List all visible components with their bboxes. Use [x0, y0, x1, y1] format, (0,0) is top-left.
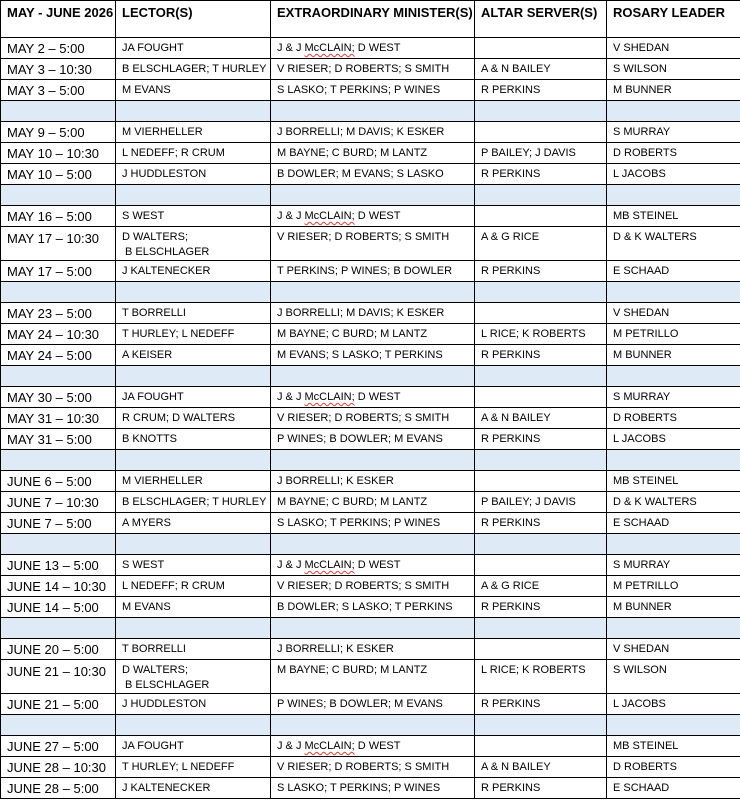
- lector-cell: T BORRELLI: [116, 303, 271, 324]
- rosary-leader-cell: L JACOBS: [607, 164, 740, 185]
- rosary-leader-cell: D ROBERTS: [607, 408, 740, 429]
- altar-server-cell: A & G RICE: [475, 227, 607, 261]
- schedule-row: [1, 324, 740, 345]
- minister-cell: [271, 736, 475, 757]
- date-cell: JUNE 7 – 5:00: [1, 513, 116, 534]
- schedule-row: [1, 757, 740, 778]
- date-cell: JUNE 20 – 5:00: [1, 639, 116, 660]
- date-cell: JUNE 13 – 5:00: [1, 555, 116, 576]
- separator-cell: [116, 101, 271, 122]
- altar-server-cell: [475, 387, 607, 408]
- separator-cell: [116, 282, 271, 303]
- minister-name-spellcheck: McCLAIN;: [304, 559, 355, 571]
- rosary-leader-cell: D & K WALTERS: [607, 492, 740, 513]
- separator-cell: [607, 534, 740, 555]
- minister-cell: S LASKO; T PERKINS; P WINES: [271, 778, 475, 799]
- schedule-row: [1, 408, 740, 429]
- minister-cell: S LASKO; T PERKINS; P WINES: [271, 80, 475, 101]
- altar-server-cell: R PERKINS: [475, 261, 607, 282]
- rosary-leader-cell: L JACOBS: [607, 694, 740, 715]
- altar-server-cell: L RICE; K ROBERTS: [475, 660, 607, 694]
- separator-cell: [1, 618, 116, 639]
- date-cell: MAY 23 – 5:00: [1, 303, 116, 324]
- date-cell: MAY 16 – 5:00: [1, 206, 116, 227]
- separator-cell: [607, 366, 740, 387]
- header-lectors: LECTOR(S): [116, 1, 271, 38]
- separator-cell: [1, 366, 116, 387]
- lector-line: B ELSCHLAGER: [125, 679, 210, 691]
- date-cell: JUNE 27 – 5:00: [1, 736, 116, 757]
- schedule-row: [1, 164, 740, 185]
- schedule-row: [1, 513, 740, 534]
- date-cell: MAY 30 – 5:00: [1, 387, 116, 408]
- date-cell: MAY 9 – 5:00: [1, 122, 116, 143]
- minister-cell: M BAYNE; C BURD; M LANTZ: [271, 660, 475, 694]
- minister-text: J & J: [277, 42, 305, 54]
- separator-cell: [271, 618, 475, 639]
- schedule-row: [1, 122, 740, 143]
- separator-cell: [1, 715, 116, 736]
- altar-server-cell: A & N BAILEY: [475, 59, 607, 80]
- date-cell: JUNE 7 – 10:30: [1, 492, 116, 513]
- rosary-leader-cell: S MURRAY: [607, 387, 740, 408]
- minister-text: D WEST: [354, 391, 401, 403]
- lector-cell: R CRUM; D WALTERS: [116, 408, 271, 429]
- lector-cell: L NEDEFF; R CRUM: [116, 143, 271, 164]
- minister-text: J & J: [277, 391, 305, 403]
- altar-server-cell: R PERKINS: [475, 80, 607, 101]
- minister-text: J & J: [277, 740, 305, 752]
- schedule-row: [1, 778, 740, 799]
- rosary-leader-cell: V SHEDAN: [607, 639, 740, 660]
- altar-server-cell: [475, 555, 607, 576]
- schedule-row: [1, 206, 740, 227]
- minister-cell: V RIESER; D ROBERTS; S SMITH: [271, 757, 475, 778]
- altar-server-cell: L RICE; K ROBERTS: [475, 324, 607, 345]
- separator-cell: [475, 366, 607, 387]
- header-altar-servers: ALTAR SERVER(S): [475, 1, 607, 38]
- header-date: MAY - JUNE 2026: [1, 1, 116, 38]
- lector-cell: M EVANS: [116, 80, 271, 101]
- minister-cell: B DOWLER; S LASKO; T PERKINS: [271, 597, 475, 618]
- lector-cell: J HUDDLESTON: [116, 694, 271, 715]
- separator-row: [1, 101, 740, 122]
- minister-cell: J BORRELLI; K ESKER: [271, 639, 475, 660]
- separator-cell: [475, 618, 607, 639]
- schedule-row: [1, 639, 740, 660]
- lector-cell: M VIERHELLER: [116, 471, 271, 492]
- altar-server-cell: [475, 122, 607, 143]
- separator-cell: [607, 282, 740, 303]
- separator-cell: [116, 618, 271, 639]
- lector-cell: M VIERHELLER: [116, 122, 271, 143]
- altar-server-cell: [475, 206, 607, 227]
- separator-cell: [271, 450, 475, 471]
- minister-cell: T PERKINS; P WINES; B DOWLER: [271, 261, 475, 282]
- altar-server-cell: R PERKINS: [475, 597, 607, 618]
- rosary-leader-cell: M PETRILLO: [607, 576, 740, 597]
- rosary-leader-cell: MB STEINEL: [607, 206, 740, 227]
- separator-cell: [271, 282, 475, 303]
- date-cell: MAY 24 – 5:00: [1, 345, 116, 366]
- minister-cell: S LASKO; T PERKINS; P WINES: [271, 513, 475, 534]
- schedule-row: [1, 143, 740, 164]
- schedule-row: [1, 555, 740, 576]
- minister-name-spellcheck: McCLAIN;: [304, 42, 355, 54]
- separator-row: [1, 450, 740, 471]
- separator-cell: [271, 185, 475, 206]
- header-ministers: EXTRAORDINARY MINISTER(S): [271, 1, 475, 38]
- separator-cell: [1, 282, 116, 303]
- schedule-body: [1, 38, 740, 799]
- separator-cell: [607, 101, 740, 122]
- altar-server-cell: R PERKINS: [475, 345, 607, 366]
- altar-server-cell: [475, 303, 607, 324]
- date-cell: MAY 31 – 10:30: [1, 408, 116, 429]
- separator-cell: [1, 450, 116, 471]
- date-cell: MAY 2 – 5:00: [1, 38, 116, 59]
- rosary-leader-cell: M BUNNER: [607, 80, 740, 101]
- rosary-leader-cell: E SCHAAD: [607, 778, 740, 799]
- separator-row: [1, 282, 740, 303]
- rosary-leader-cell: D ROBERTS: [607, 757, 740, 778]
- schedule-row: [1, 660, 740, 694]
- rosary-leader-cell: D & K WALTERS: [607, 227, 740, 261]
- altar-server-cell: R PERKINS: [475, 694, 607, 715]
- lector-cell: [116, 660, 271, 694]
- date-cell: MAY 10 – 10:30: [1, 143, 116, 164]
- lector-cell: S WEST: [116, 555, 271, 576]
- separator-cell: [607, 185, 740, 206]
- altar-server-cell: R PERKINS: [475, 429, 607, 450]
- rosary-leader-cell: MB STEINEL: [607, 736, 740, 757]
- minister-text: D WEST: [354, 740, 401, 752]
- minister-text: D WEST: [354, 559, 401, 571]
- rosary-leader-cell: D ROBERTS: [607, 143, 740, 164]
- lector-line: B ELSCHLAGER: [125, 246, 210, 258]
- rosary-leader-cell: E SCHAAD: [607, 261, 740, 282]
- schedule-row: [1, 38, 740, 59]
- lector-cell: S WEST: [116, 206, 271, 227]
- header-row: [1, 1, 740, 38]
- date-cell: MAY 17 – 5:00: [1, 261, 116, 282]
- minister-name-spellcheck: McCLAIN;: [304, 210, 355, 222]
- minister-cell: M BAYNE; C BURD; M LANTZ: [271, 492, 475, 513]
- separator-cell: [271, 101, 475, 122]
- rosary-leader-cell: M PETRILLO: [607, 324, 740, 345]
- separator-cell: [116, 450, 271, 471]
- altar-server-cell: R PERKINS: [475, 778, 607, 799]
- lector-cell: B ELSCHLAGER; T HURLEY: [116, 492, 271, 513]
- header-rosary-leader: ROSARY LEADER: [607, 1, 740, 38]
- altar-server-cell: [475, 471, 607, 492]
- separator-cell: [271, 366, 475, 387]
- schedule-row: [1, 576, 740, 597]
- lector-cell: J KALTENECKER: [116, 261, 271, 282]
- date-cell: JUNE 14 – 5:00: [1, 597, 116, 618]
- date-cell: MAY 10 – 5:00: [1, 164, 116, 185]
- rosary-leader-cell: MB STEINEL: [607, 471, 740, 492]
- lector-cell: B KNOTTS: [116, 429, 271, 450]
- minister-cell: P WINES; B DOWLER; M EVANS: [271, 694, 475, 715]
- separator-cell: [475, 101, 607, 122]
- schedule-row: [1, 227, 740, 261]
- separator-cell: [607, 618, 740, 639]
- altar-server-cell: P BAILEY; J DAVIS: [475, 143, 607, 164]
- rosary-leader-cell: E SCHAAD: [607, 513, 740, 534]
- lector-cell: J HUDDLESTON: [116, 164, 271, 185]
- date-cell: MAY 3 – 5:00: [1, 80, 116, 101]
- rosary-leader-cell: L JACOBS: [607, 429, 740, 450]
- separator-cell: [475, 534, 607, 555]
- schedule-row: [1, 492, 740, 513]
- minister-cell: [271, 38, 475, 59]
- lector-cell: T BORRELLI: [116, 639, 271, 660]
- separator-cell: [475, 185, 607, 206]
- minister-cell: J BORRELLI; M DAVIS; K ESKER: [271, 122, 475, 143]
- schedule-row: [1, 597, 740, 618]
- minister-cell: M BAYNE; C BURD; M LANTZ: [271, 143, 475, 164]
- separator-cell: [271, 715, 475, 736]
- altar-server-cell: R PERKINS: [475, 513, 607, 534]
- lector-line: D WALTERS;: [122, 664, 189, 676]
- minister-cell: J BORRELLI; M DAVIS; K ESKER: [271, 303, 475, 324]
- separator-cell: [271, 534, 475, 555]
- minister-cell: P WINES; B DOWLER; M EVANS: [271, 429, 475, 450]
- altar-server-cell: R PERKINS: [475, 164, 607, 185]
- minister-text: J & J: [277, 210, 305, 222]
- schedule-row: [1, 303, 740, 324]
- altar-server-cell: [475, 736, 607, 757]
- minister-cell: V RIESER; D ROBERTS; S SMITH: [271, 576, 475, 597]
- minister-cell: [271, 555, 475, 576]
- date-cell: MAY 17 – 10:30: [1, 227, 116, 261]
- minister-text: J & J: [277, 559, 305, 571]
- altar-server-cell: A & N BAILEY: [475, 757, 607, 778]
- lector-line: D WALTERS;: [122, 231, 189, 243]
- rosary-leader-cell: S WILSON: [607, 59, 740, 80]
- separator-row: [1, 366, 740, 387]
- minister-cell: J BORRELLI; K ESKER: [271, 471, 475, 492]
- date-cell: MAY 24 – 10:30: [1, 324, 116, 345]
- lector-cell: A MYERS: [116, 513, 271, 534]
- separator-cell: [475, 715, 607, 736]
- date-cell: JUNE 21 – 5:00: [1, 694, 116, 715]
- minister-name-spellcheck: McCLAIN;: [304, 391, 355, 403]
- schedule-row: [1, 694, 740, 715]
- rosary-leader-cell: S WILSON: [607, 660, 740, 694]
- minister-cell: V RIESER; D ROBERTS; S SMITH: [271, 59, 475, 80]
- minister-name-spellcheck: McCLAIN;: [304, 740, 355, 752]
- altar-server-cell: P BAILEY; J DAVIS: [475, 492, 607, 513]
- separator-cell: [1, 534, 116, 555]
- separator-cell: [607, 450, 740, 471]
- rosary-leader-cell: S MURRAY: [607, 555, 740, 576]
- minister-cell: V RIESER; D ROBERTS; S SMITH: [271, 408, 475, 429]
- separator-cell: [116, 715, 271, 736]
- separator-cell: [1, 185, 116, 206]
- rosary-leader-cell: M BUNNER: [607, 597, 740, 618]
- schedule-row: [1, 736, 740, 757]
- separator-row: [1, 618, 740, 639]
- minister-cell: V RIESER; D ROBERTS; S SMITH: [271, 227, 475, 261]
- lector-cell: A KEISER: [116, 345, 271, 366]
- lector-cell: [116, 227, 271, 261]
- schedule-row: [1, 59, 740, 80]
- rosary-leader-cell: M BUNNER: [607, 345, 740, 366]
- date-cell: JUNE 14 – 10:30: [1, 576, 116, 597]
- minister-cell: [271, 206, 475, 227]
- minister-cell: B DOWLER; M EVANS; S LASKO: [271, 164, 475, 185]
- lector-cell: T HURLEY; L NEDEFF: [116, 757, 271, 778]
- minister-cell: [271, 387, 475, 408]
- lector-cell: JA FOUGHT: [116, 38, 271, 59]
- schedule-row: [1, 429, 740, 450]
- separator-cell: [116, 185, 271, 206]
- separator-cell: [607, 715, 740, 736]
- lector-cell: B ELSCHLAGER; T HURLEY: [116, 59, 271, 80]
- separator-row: [1, 715, 740, 736]
- separator-cell: [116, 366, 271, 387]
- schedule-row: [1, 80, 740, 101]
- date-cell: MAY 31 – 5:00: [1, 429, 116, 450]
- schedule-row: [1, 345, 740, 366]
- lector-cell: JA FOUGHT: [116, 387, 271, 408]
- date-cell: JUNE 28 – 5:00: [1, 778, 116, 799]
- lector-cell: JA FOUGHT: [116, 736, 271, 757]
- minister-text: D WEST: [354, 210, 401, 222]
- date-cell: JUNE 6 – 5:00: [1, 471, 116, 492]
- lector-cell: M EVANS: [116, 597, 271, 618]
- altar-server-cell: A & G RICE: [475, 576, 607, 597]
- altar-server-cell: A & N BAILEY: [475, 408, 607, 429]
- separator-cell: [116, 534, 271, 555]
- schedule-row: [1, 471, 740, 492]
- date-cell: MAY 3 – 10:30: [1, 59, 116, 80]
- separator-row: [1, 185, 740, 206]
- schedule-row: [1, 261, 740, 282]
- rosary-leader-cell: S MURRAY: [607, 122, 740, 143]
- schedule-row: [1, 387, 740, 408]
- rosary-leader-cell: V SHEDAN: [607, 38, 740, 59]
- separator-cell: [1, 101, 116, 122]
- minister-cell: M BAYNE; C BURD; M LANTZ: [271, 324, 475, 345]
- separator-row: [1, 534, 740, 555]
- altar-server-cell: [475, 38, 607, 59]
- lector-cell: T HURLEY; L NEDEFF: [116, 324, 271, 345]
- lector-cell: J KALTENECKER: [116, 778, 271, 799]
- altar-server-cell: [475, 639, 607, 660]
- lector-cell: L NEDEFF; R CRUM: [116, 576, 271, 597]
- date-cell: JUNE 28 – 10:30: [1, 757, 116, 778]
- rosary-leader-cell: V SHEDAN: [607, 303, 740, 324]
- separator-cell: [475, 450, 607, 471]
- date-cell: JUNE 21 – 10:30: [1, 660, 116, 694]
- separator-cell: [475, 282, 607, 303]
- minister-text: D WEST: [354, 42, 401, 54]
- minister-cell: M EVANS; S LASKO; T PERKINS: [271, 345, 475, 366]
